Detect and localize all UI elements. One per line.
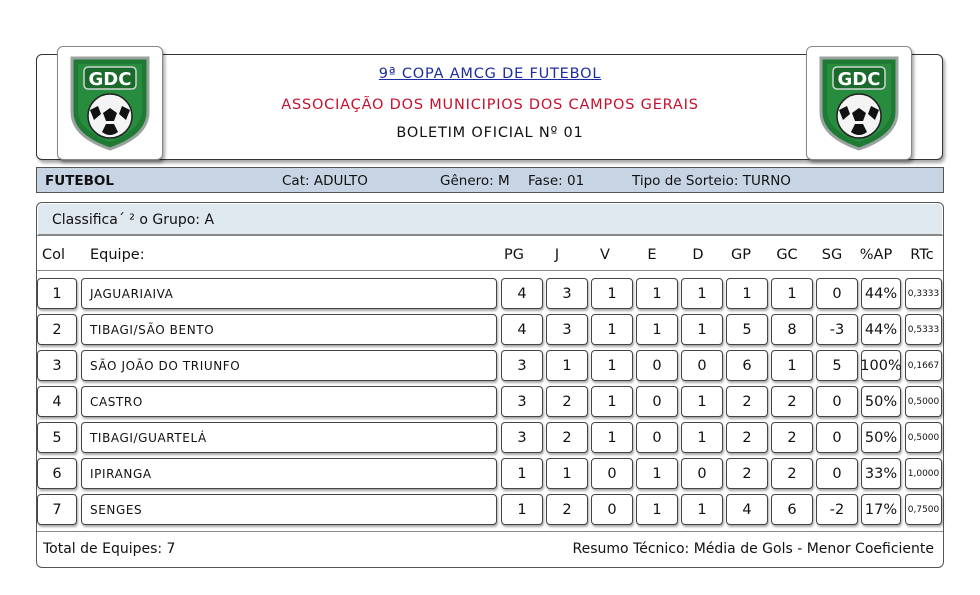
position-cell: 5 — [37, 422, 77, 453]
pg-cell: 4 — [501, 278, 543, 309]
draw-type-label: Tipo de Sorteio: TURNO — [632, 173, 791, 189]
ap-cell: 50% — [861, 386, 901, 417]
e-cell: 1 — [636, 314, 678, 345]
d-cell: 0 — [681, 458, 723, 489]
phase-label: Fase: 01 — [528, 173, 585, 189]
e-cell: 1 — [636, 458, 678, 489]
pg-cell: 1 — [501, 458, 543, 489]
ap-cell: 100% — [861, 350, 901, 381]
position-cell: 2 — [37, 314, 77, 345]
position-cell: 6 — [37, 458, 77, 489]
sg-cell: -3 — [816, 314, 858, 345]
sg-cell: -2 — [816, 494, 858, 525]
col-header-d: D — [692, 247, 704, 263]
gp-cell: 2 — [726, 422, 768, 453]
e-cell: 1 — [636, 494, 678, 525]
col-header-ap: %AP — [859, 247, 893, 263]
gc-cell: 6 — [771, 494, 813, 525]
j-cell: 2 — [546, 494, 588, 525]
gc-cell: 2 — [771, 386, 813, 417]
d-cell: 1 — [681, 314, 723, 345]
divider — [37, 531, 943, 532]
v-cell: 1 — [591, 350, 633, 381]
position-cell: 7 — [37, 494, 77, 525]
e-cell: 0 — [636, 386, 678, 417]
gp-cell: 2 — [726, 386, 768, 417]
info-bar — [36, 167, 944, 193]
e-cell: 0 — [636, 350, 678, 381]
col-header-team: Equipe: — [90, 247, 145, 263]
gc-cell: 2 — [771, 458, 813, 489]
team-cell: SENGES — [81, 494, 497, 525]
j-cell: 3 — [546, 278, 588, 309]
logo-text: GDC — [837, 69, 881, 90]
d-cell: 1 — [681, 422, 723, 453]
gender-label: Gênero: M — [440, 173, 510, 189]
col-header-v: V — [600, 247, 610, 263]
gp-cell: 4 — [726, 494, 768, 525]
sg-cell: 0 — [816, 458, 858, 489]
gc-cell: 2 — [771, 422, 813, 453]
d-cell: 0 — [681, 350, 723, 381]
team-cell: TIBAGI/SÃO BENTO — [81, 314, 497, 345]
group-title: Classifica´ ² o Grupo: A — [52, 212, 215, 228]
rtc-cell: 0,3333 — [905, 278, 942, 309]
gp-cell: 6 — [726, 350, 768, 381]
col-header-sg: SG — [821, 247, 843, 263]
association-title: ASSOCIAÇÃO DOS MUNICIPIOS DOS CAMPOS GERAIS — [281, 97, 699, 113]
col-header-gc: GC — [776, 247, 798, 263]
j-cell: 1 — [546, 458, 588, 489]
sg-cell: 0 — [816, 422, 858, 453]
team-cell: JAGUARIAIVA — [81, 278, 497, 309]
group-title-bar — [38, 204, 942, 235]
pg-cell: 4 — [501, 314, 543, 345]
position-cell: 1 — [37, 278, 77, 309]
col-header-j: J — [554, 247, 560, 263]
ap-cell: 33% — [861, 458, 901, 489]
v-cell: 1 — [591, 422, 633, 453]
j-cell: 3 — [546, 314, 588, 345]
team-cell: SÃO JOÃO DO TRIUNFO — [81, 350, 497, 381]
rtc-cell: 1,0000 — [905, 458, 942, 489]
e-cell: 0 — [636, 422, 678, 453]
v-cell: 1 — [591, 278, 633, 309]
d-cell: 1 — [681, 386, 723, 417]
d-cell: 1 — [681, 278, 723, 309]
position-cell: 3 — [37, 350, 77, 381]
position-cell: 4 — [37, 386, 77, 417]
rtc-cell: 0,7500 — [905, 494, 942, 525]
team-cell: CASTRO — [81, 386, 497, 417]
category-label: Cat: ADULTO — [282, 173, 368, 189]
rtc-cell: 0,5333 — [905, 314, 942, 345]
gc-cell: 1 — [771, 278, 813, 309]
team-cell: IPIRANGA — [81, 458, 497, 489]
bulletin-title: BOLETIM OFICIAL Nº 01 — [396, 125, 584, 141]
pg-cell: 3 — [501, 350, 543, 381]
v-cell: 0 — [591, 458, 633, 489]
ap-cell: 17% — [861, 494, 901, 525]
v-cell: 1 — [591, 386, 633, 417]
gp-cell: 5 — [726, 314, 768, 345]
ap-cell: 50% — [861, 422, 901, 453]
sport-label: FUTEBOL — [45, 173, 114, 189]
divider — [37, 235, 943, 236]
v-cell: 1 — [591, 314, 633, 345]
v-cell: 0 — [591, 494, 633, 525]
logo-text: GDC — [88, 69, 132, 90]
pg-cell: 1 — [501, 494, 543, 525]
e-cell: 1 — [636, 278, 678, 309]
d-cell: 1 — [681, 494, 723, 525]
total-teams: Total de Equipes: 7 — [43, 541, 176, 557]
team-cell: TIBAGI/GUARTELÁ — [81, 422, 497, 453]
rtc-cell: 0,5000 — [905, 422, 942, 453]
j-cell: 2 — [546, 422, 588, 453]
col-header-rtc: RTc — [910, 247, 934, 263]
ap-cell: 44% — [861, 278, 901, 309]
gc-cell: 8 — [771, 314, 813, 345]
sg-cell: 0 — [816, 278, 858, 309]
ap-cell: 44% — [861, 314, 901, 345]
gc-cell: 1 — [771, 350, 813, 381]
competition-title[interactable]: 9ª COPA AMCG DE FUTEBOL — [378, 66, 602, 82]
j-cell: 2 — [546, 386, 588, 417]
pg-cell: 3 — [501, 386, 543, 417]
sg-cell: 5 — [816, 350, 858, 381]
rtc-cell: 0,1667 — [905, 350, 942, 381]
col-header-e: E — [647, 247, 657, 263]
col-header-col: Col — [42, 247, 66, 263]
gp-cell: 1 — [726, 278, 768, 309]
j-cell: 1 — [546, 350, 588, 381]
col-header-pg: PG — [504, 247, 524, 263]
sg-cell: 0 — [816, 386, 858, 417]
technical-summary: Resumo Técnico: Média de Gols - Menor Coeficiente — [572, 541, 934, 557]
gp-cell: 2 — [726, 458, 768, 489]
col-header-gp: GP — [731, 247, 751, 263]
divider — [37, 270, 943, 271]
pg-cell: 3 — [501, 422, 543, 453]
rtc-cell: 0,5000 — [905, 386, 942, 417]
